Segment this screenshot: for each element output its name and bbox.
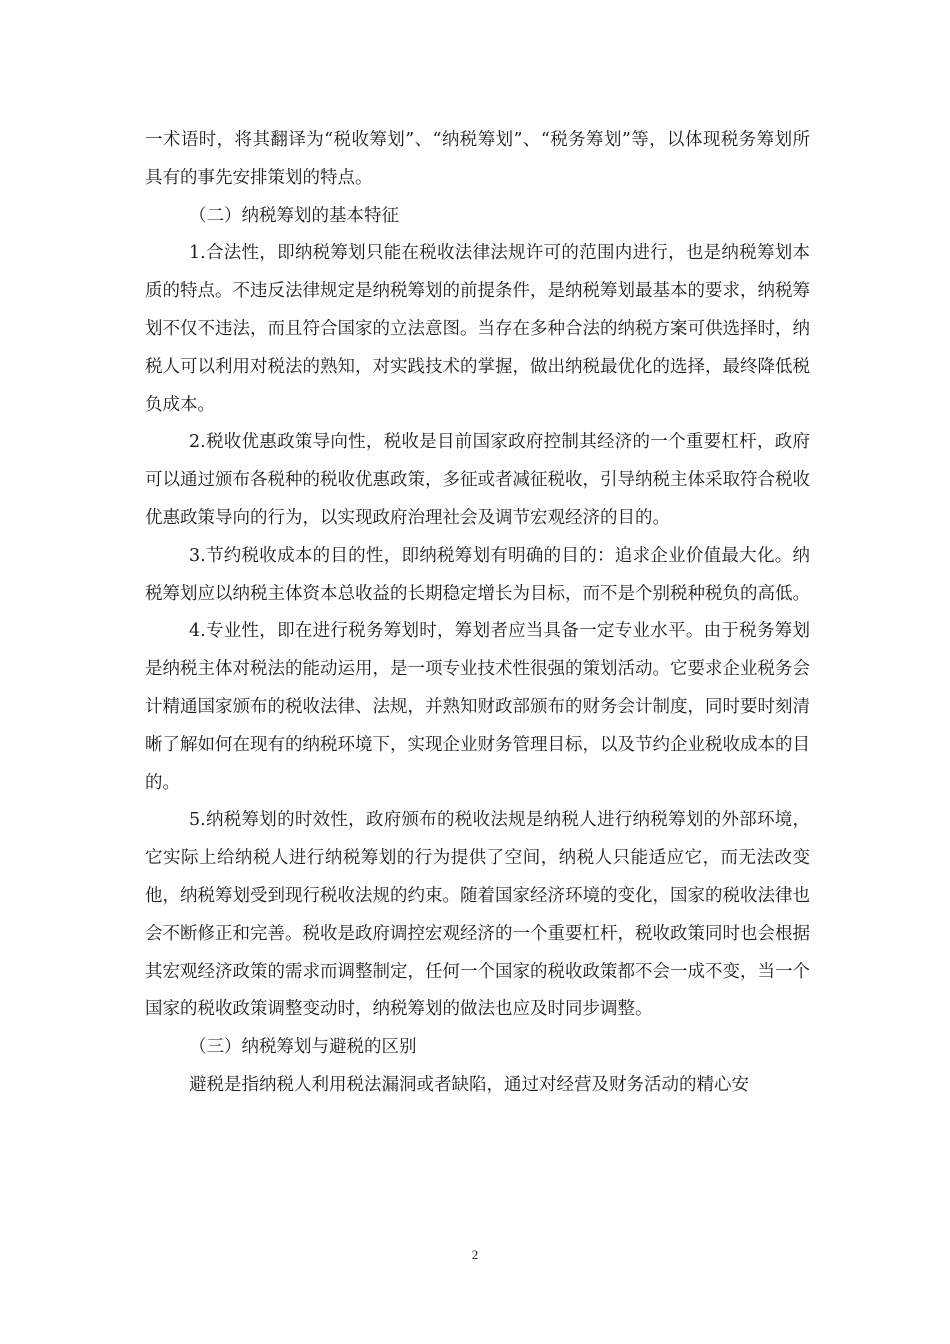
paragraph-professionalism: 4.专业性，即在进行税务筹划时，筹划者应当具备一定专业水平。由于税务筹划是纳税主体对税法的能动运用，是一项专业技术性很强的策划活动。它要求企业税务会计精通国家颁布的税收法律、法规，并熟知财政部颁布的财务会计制度，同时要时刻清晰了解如何在现有的纳税环境下，实现企业财务管理目标，以及节约企业税收成本的目的。 [145, 621, 810, 793]
paragraph-timeliness: 5.纳税筹划的时效性，政府颁布的税收法规是纳税人进行纳税筹划的外部环境，它实际上给纳税人进行纳税筹划的行为提供了空间，纳税人只能适应它，而无法改变他，纳税筹划受到现行税收法规的约束。随着国家经济环境的变化，国家的税收法律也会不断修正和完善。税收是政府调控宏观经济的一个重要杠杆，税收政策同时也会根据其宏观经济政策的需求而调整制定，任何一个国家的税收政策都不会一成不变，当一个国家的税收政策调整变动时，纳税筹划的做法也应及时同步调整。 [145, 810, 810, 1020]
paragraph-tax-avoidance: 避税是指纳税人利用税法漏洞或者缺陷，通过对经营及财务活动的精心安 [189, 1074, 749, 1095]
section-heading-2: （二）纳税筹划的基本特征 [189, 205, 399, 226]
page-number: 2 [471, 1247, 479, 1262]
document-body [145, 122, 810, 1105]
section-heading-3: （三）纳税筹划与避税的区别 [189, 1037, 417, 1058]
paragraph-continuation: 一术语时，将其翻译为“税收筹划”、“纳税筹划”、“税务筹划”等，以体现税务筹划所具有的事先安排策划的特点。 [145, 130, 810, 188]
paragraph-legality: 1.合法性，即纳税筹划只能在税收法律法规许可的范围内进行，也是纳税筹划本质的特点。不违反法律规定是纳税筹划的前提条件，是纳税筹划最基本的要求，纳税筹划不仅不违法，而且符合国家的立法意图。当存在多种合法的纳税方案可供选择时，纳税人可以利用对税法的熟知，对实践技术的掌握，做出纳税最优化的选择，最终降低税负成本。 [145, 243, 810, 415]
paragraph-policy-guidance: 2.税收优惠政策导向性，税收是目前国家政府控制其经济的一个重要杠杆，政府可以通过颁布各税种的税收优惠政策，多征或者减征税收，引导纳税主体采取符合税收优惠政策导向的行为，以实现政府治理社会及调节宏观经济的目的。 [145, 432, 810, 528]
paragraph-cost-saving: 3.节约税收成本的目的性，即纳税筹划有明确的目的：追求企业价值最大化。纳税筹划应以纳税主体资本总收益的长期稳定增长为目标，而不是个别税种税负的高低。 [145, 545, 810, 604]
